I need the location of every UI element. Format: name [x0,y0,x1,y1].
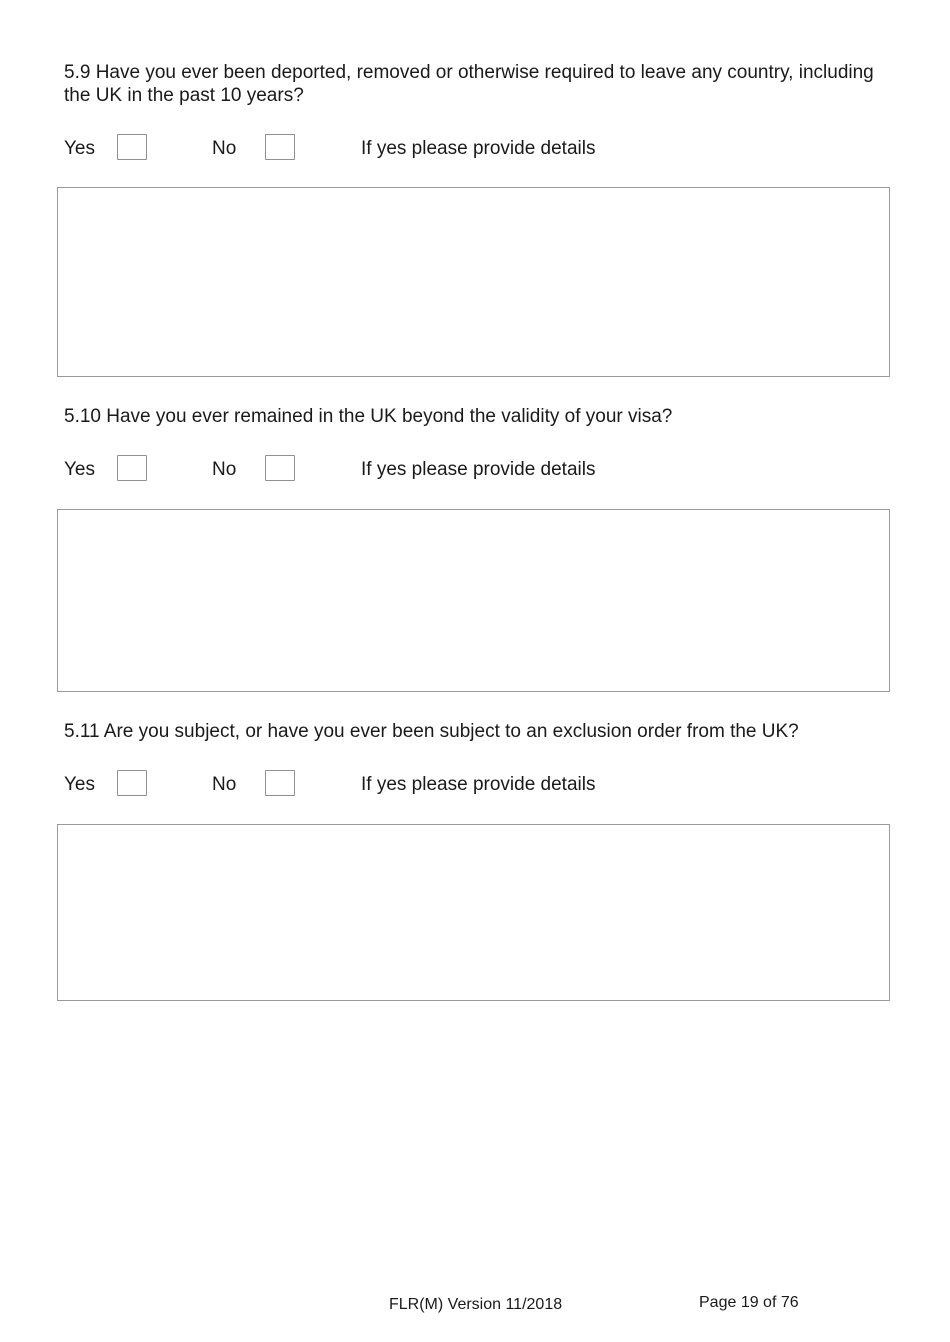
footer-version: FLR(M) Version 11/2018 [389,1296,563,1313]
yes-label: Yes [64,774,95,795]
details-textbox[interactable] [57,187,890,377]
no-label: No [212,138,237,159]
no-checkbox[interactable] [265,770,295,796]
details-label: If yes please provide details [361,138,596,159]
yes-checkbox[interactable] [117,770,147,796]
question-5-9-text: 5.9 Have you ever been deported, removed or otherwise required to leave any country, including the UK in the past 10 years? [64,62,874,106]
question-5-10-text: 5.10 Have you ever remained in the UK beyond the validity of your visa? [64,406,673,427]
details-label: If yes please provide details [361,459,596,480]
no-checkbox[interactable] [265,134,295,160]
yes-checkbox[interactable] [117,134,147,160]
question-5-9-answer-row [0,134,950,164]
no-label: No [212,459,237,480]
footer-page-number: Page 19 of 76 [699,1294,799,1311]
details-textbox[interactable] [57,824,890,1001]
question-5-11-text: 5.11 Are you subject, or have you ever been subject to an exclusion order from the UK? [64,721,799,742]
question-5-11-answer-row [0,770,950,800]
details-label: If yes please provide details [361,774,596,795]
yes-checkbox[interactable] [117,455,147,481]
no-checkbox[interactable] [265,455,295,481]
details-textbox[interactable] [57,509,890,692]
question-5-10-answer-row [0,455,950,485]
no-label: No [212,774,237,795]
yes-label: Yes [64,138,95,159]
yes-label: Yes [64,459,95,480]
